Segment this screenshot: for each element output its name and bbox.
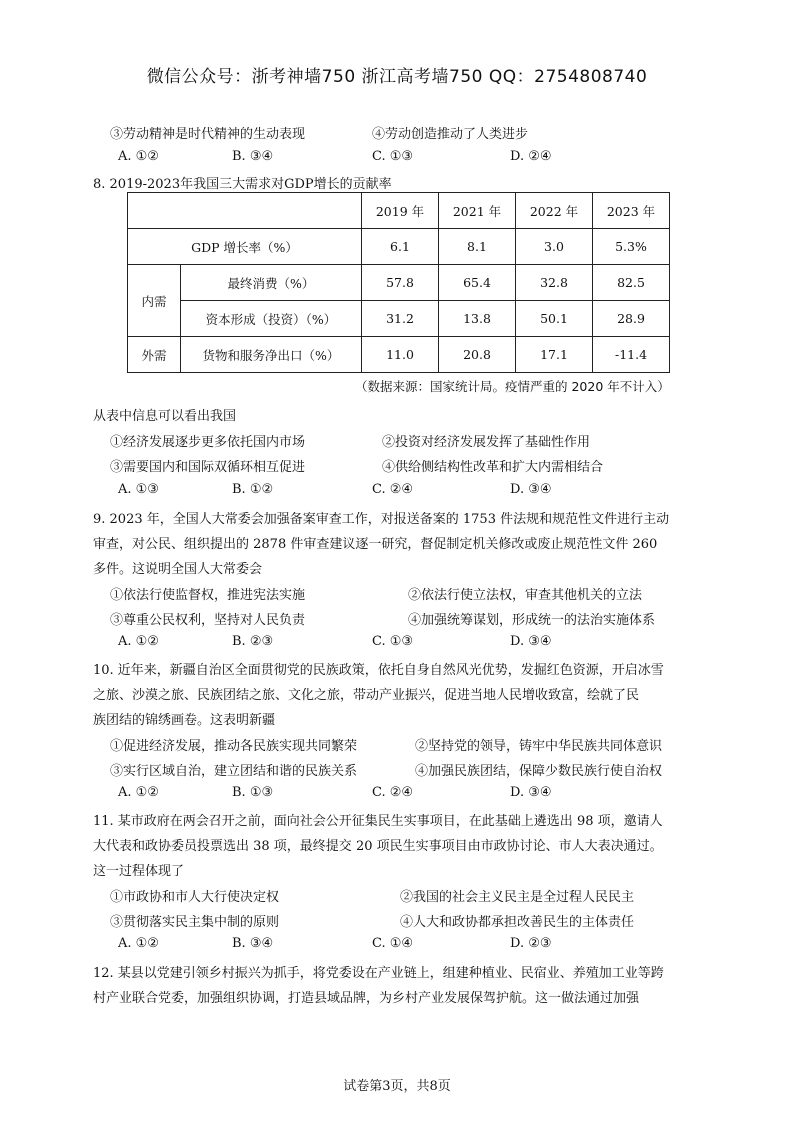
q10-statement-4: ④加强民族团结，保障少数民族行使自治权	[415, 764, 663, 779]
q10-statement-2: ②坚持党的领导，铸牢中华民族共同体意识	[415, 739, 663, 754]
gdp-contribution-table	[127, 192, 670, 373]
q8-statement-1: ①经济发展逐步更多依托国内市场	[110, 435, 306, 450]
group-label-domestic: 内需	[128, 265, 181, 337]
q9-statement-4: ④加强统筹谋划，形成统一的法治实施体系	[408, 613, 656, 628]
table-cell: 8.1	[439, 229, 516, 265]
q10-option-a: A. ①②	[118, 785, 159, 800]
q11-option-d: D. ②③	[510, 936, 552, 951]
q8-option-c: C. ②④	[372, 482, 414, 497]
q10-option-d: D. ③④	[510, 785, 552, 800]
table-cell: -11.4	[593, 337, 670, 373]
q12-text-line: 村产业联合党委，加强组织协调，打造县域品牌，为乡村产业发展保驾护航。这一做法通过加强	[93, 991, 640, 1006]
header-year: 2023 年	[593, 193, 670, 229]
table-cell: 5.3%	[593, 229, 670, 265]
table-cell: 6.1	[362, 229, 439, 265]
q7-statement-4: ④劳动创造推动了人类进步	[372, 127, 529, 142]
row-label-consumption: 最终消费（%）	[181, 265, 362, 301]
table-cell: 32.8	[516, 265, 593, 301]
q7-option-c: C. ①③	[372, 149, 414, 164]
q10-option-c: C. ②④	[372, 785, 414, 800]
q7-option-a: A. ①②	[118, 149, 159, 164]
q10-text-line: 10. 近年来，新疆自治区全面贯彻党的民族政策，依托自身自然风光优势，发掘红色资源，开启冰雪	[93, 663, 664, 678]
q11-statement-2: ②我国的社会主义民主是全过程人民民主	[400, 890, 635, 905]
q8-option-a: A. ①③	[118, 482, 159, 497]
q11-text-line: 11. 某市政府在两会召开之前，面向社会公开征集民生实事项目，在此基础上遴选出 98 项，邀请人	[93, 814, 663, 829]
q7-option-b: B. ③④	[232, 149, 274, 164]
row-label-net-export: 货物和服务净出口（%）	[181, 337, 362, 373]
header-year: 2022 年	[516, 193, 593, 229]
q8-option-d: D. ③④	[510, 482, 552, 497]
q11-option-a: A. ①②	[118, 936, 159, 951]
q9-option-c: C. ①③	[372, 634, 414, 649]
q11-option-c: C. ①④	[372, 936, 414, 951]
q9-text-line: 审查，对公民、组织提出的 2878 件审查建议逐一研究，督促制定机关修改或废止规范性文件 260	[93, 537, 658, 552]
q8-stem: 从表中信息可以看出我国	[93, 409, 237, 424]
group-label-external: 外需	[128, 337, 181, 373]
q11-statement-1: ①市政协和市人大行使决定权	[110, 890, 280, 905]
q7-option-d: D. ②④	[510, 149, 552, 164]
row-label-gdp: GDP 增长率（%）	[128, 229, 362, 265]
q9-option-d: D. ③④	[510, 634, 552, 649]
header-year: 2021 年	[439, 193, 516, 229]
q8-title: 8. 2019-2023年我国三大需求对GDP增长的贡献率	[93, 177, 392, 192]
table-cell: 82.5	[593, 265, 670, 301]
table-cell: 3.0	[516, 229, 593, 265]
q11-text-line: 大代表和政协委员投票选出 38 项，最终提交 20 项民生实事项目由市政协讨论、市人大表决通过。	[93, 839, 663, 854]
table-cell: 20.8	[439, 337, 516, 373]
table-cell: 17.1	[516, 337, 593, 373]
table-corner-cell	[128, 193, 362, 229]
table-cell: 13.8	[439, 301, 516, 337]
q9-option-b: B. ②③	[232, 634, 274, 649]
table-cell: 28.9	[593, 301, 670, 337]
q9-text-line: 9. 2023 年，全国人大常委会加强备案审查工作，对报送备案的 1753 件法规和规范性文件进行主动	[93, 512, 670, 527]
page-header: 微信公众号：浙考神墙750 浙江高考墙750 QQ：2754808740	[146, 67, 648, 87]
q12-text-line: 12. 某县以党建引领乡村振兴为抓手，将党委设在产业链上，组建种植业、民宿业、养殖加工业等跨	[93, 966, 664, 981]
row-label-capital: 资本形成（投资）（%）	[181, 301, 362, 337]
header-year: 2019 年	[362, 193, 439, 229]
q9-option-a: A. ①②	[118, 634, 159, 649]
q9-statement-3: ③尊重公民权利，坚持对人民负责	[110, 613, 306, 628]
q10-option-b: B. ①③	[232, 785, 274, 800]
q11-text-line: 这一过程体现了	[93, 864, 185, 879]
q8-statement-2: ②投资对经济发展发挥了基础性作用	[382, 435, 591, 450]
q8-statement-4: ④供给侧结构性改革和扩大内需相结合	[382, 460, 604, 475]
q10-statement-1: ①促进经济发展，推动各民族实现共同繁荣	[110, 739, 358, 754]
page-footer: 试卷第3页，共8页	[343, 1079, 451, 1094]
q9-statement-2: ②依法行使立法权，审查其他机关的立法	[408, 588, 643, 603]
q10-text-line: 族团结的锦绣画卷。这表明新疆	[93, 713, 276, 728]
table-source-note: （数据来源：国家统计局。疫情严重的 2020 年不计入）	[355, 379, 670, 394]
q8-statement-3: ③需要国内和国际双循环相互促进	[110, 460, 306, 475]
q10-text-line: 之旅、沙漠之旅、民族团结之旅、文化之旅，带动产业振兴，促进当地人民增收致富，绘就了民	[93, 688, 640, 703]
q10-statement-3: ③实行区域自治，建立团结和谐的民族关系	[110, 764, 358, 779]
table-cell: 65.4	[439, 265, 516, 301]
table-cell: 31.2	[362, 301, 439, 337]
table-cell: 57.8	[362, 265, 439, 301]
table-cell: 11.0	[362, 337, 439, 373]
q11-statement-3: ③贯彻落实民主集中制的原则	[110, 915, 280, 930]
q8-option-b: B. ①②	[232, 482, 274, 497]
q11-option-b: B. ③④	[232, 936, 274, 951]
q7-statement-3: ③劳动精神是时代精神的生动表现	[110, 127, 306, 142]
table-cell: 50.1	[516, 301, 593, 337]
q9-statement-1: ①依法行使监督权，推进宪法实施	[110, 588, 306, 603]
q11-statement-4: ④人大和政协都承担改善民生的主体责任	[400, 915, 635, 930]
q9-text-line: 多件。这说明全国人大常委会	[93, 562, 263, 577]
